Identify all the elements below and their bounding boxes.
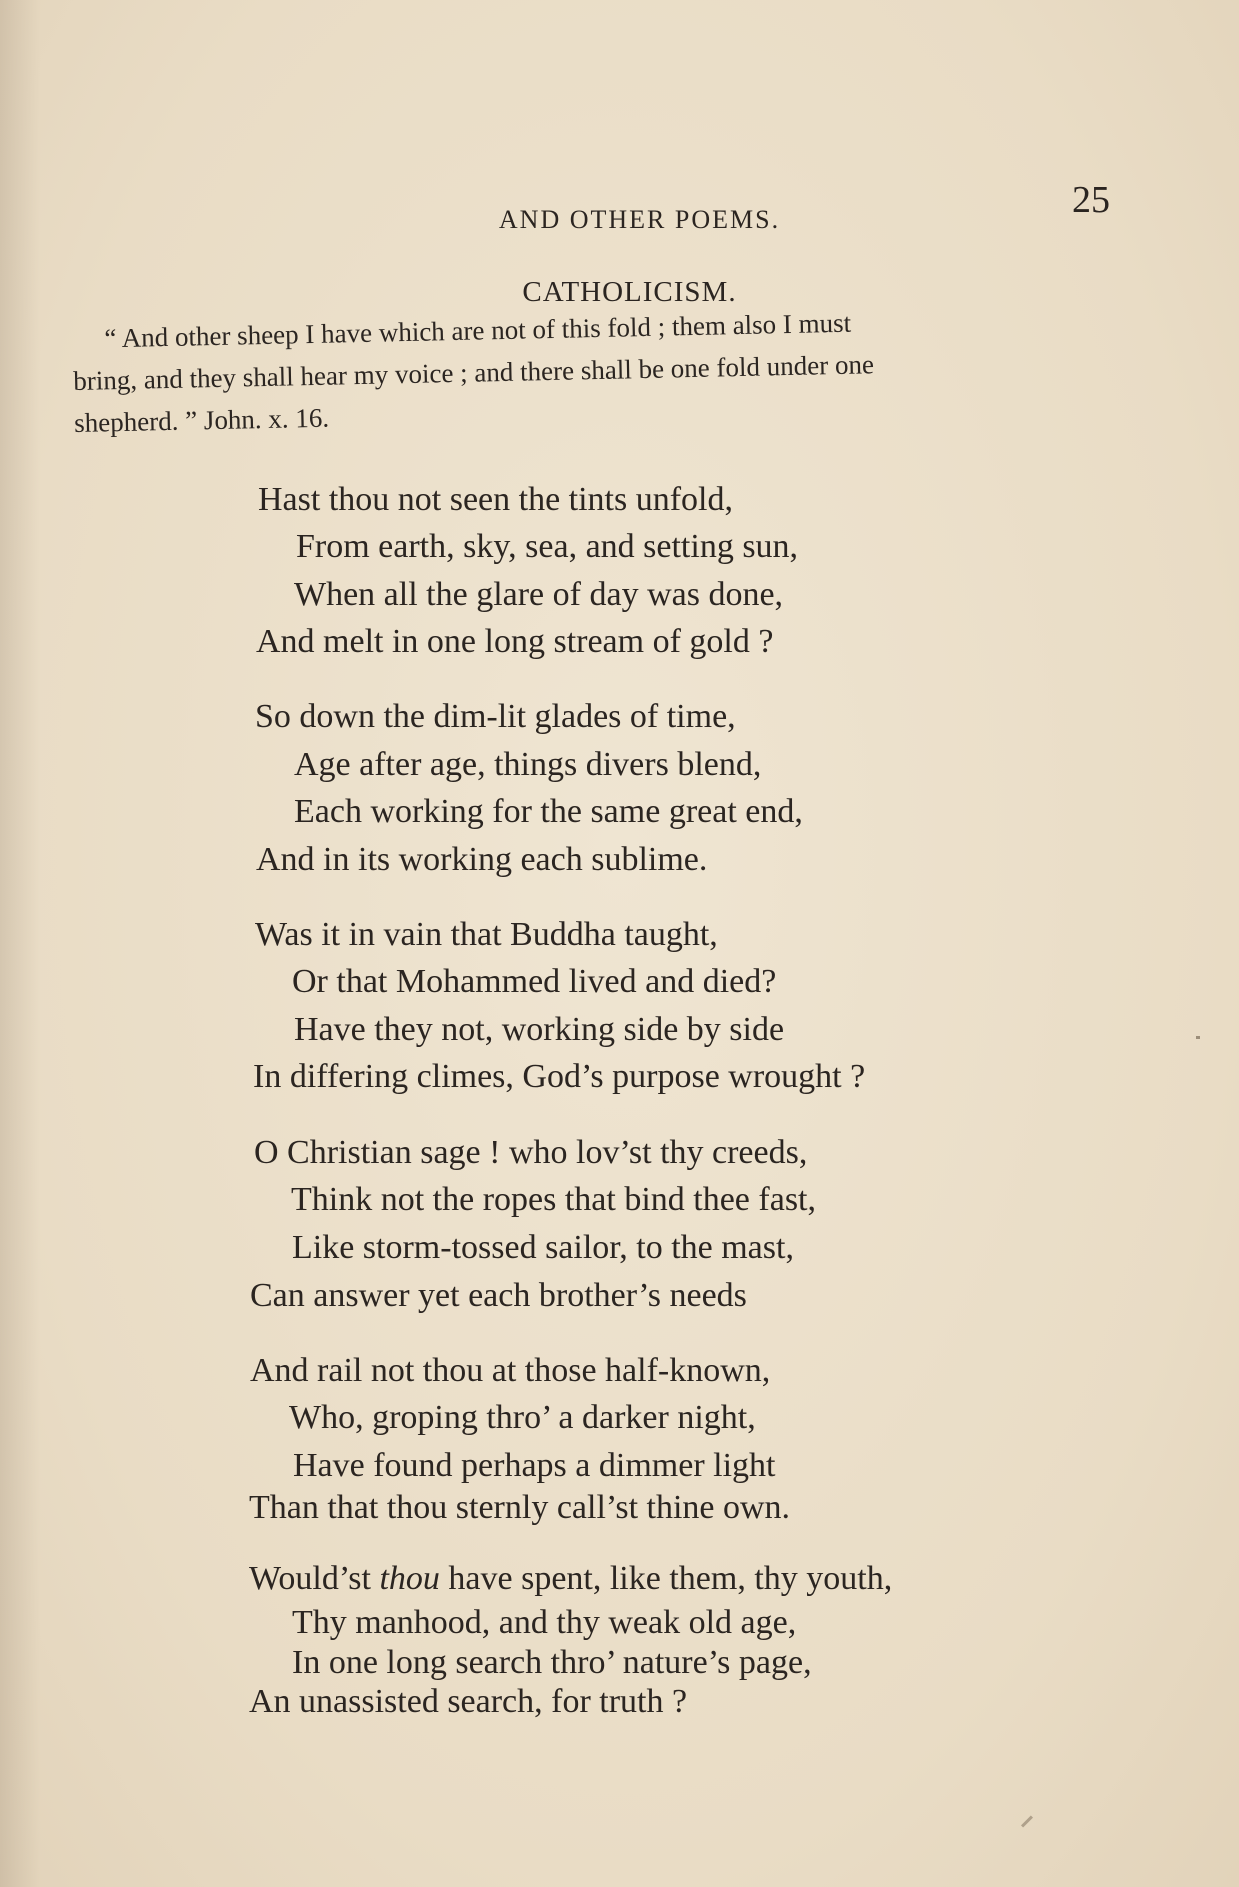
poem-line: Thy manhood, and thy weak old age, [292,1604,797,1641]
poem-line: Have they not, working side by side [294,1011,785,1048]
poem-line: From earth, sky, sea, and setting sun, [296,528,799,565]
emphasis-text: thou [379,1560,440,1597]
poem-line: And melt in one long stream of gold ? [256,623,774,660]
poem-title: CATHOLICISM. [522,276,737,308]
poem-line: Think not the ropes that bind thee fast, [291,1181,816,1218]
poem-line-text: Would’st [249,1560,380,1597]
paper-speck [1196,1036,1200,1039]
poem-line: Or that Mohammed lived and died? [292,963,777,1000]
poem-line: An unassisted search, for truth ? [249,1683,688,1720]
poem-line: In differing climes, God’s purpose wrought ? [253,1058,866,1095]
epigraph [72,296,1124,444]
poem-line: Each working for the same great end, [294,793,803,830]
poem-line: Was it in vain that Buddha taught, [255,916,718,953]
poem-line: O Christian sage ! who lov’st thy creeds, [254,1134,808,1171]
poem-line: Than that thou sternly call’st thine own. [249,1489,791,1526]
page-number: 25 [1072,179,1110,221]
running-head: AND OTHER POEMS. [498,205,781,234]
poem-line: In one long search thro’ nature’s page, [292,1644,812,1681]
poem-line: Who, groping thro’ a darker night, [289,1399,756,1436]
paper-blemish [1021,1815,1033,1827]
epigraph-line: “ And other sheep I have which are not of this fold ; them also I must [104,307,852,354]
poem-line: And rail not thou at those half-known, [250,1352,771,1389]
poem-line: So down the dim-lit glades of time, [255,698,736,735]
epigraph-line: bring, and they shall hear my voice ; and there shall be one fold under one [73,349,875,396]
poem-line [249,1559,892,1599]
poem-line: When all the glare of day was done, [294,576,784,613]
poem-line-text: have spent, like them, thy youth, [439,1560,893,1597]
poem-line: Hast thou not seen the tints unfold, [258,481,734,518]
poem-line: And in its working each sublime. [256,841,708,878]
poem-line: Age after age, things divers blend, [294,746,762,783]
epigraph-line: shepherd. ” John. x. 16. [73,402,330,438]
poem-line: Like storm-tossed sailor, to the mast, [292,1229,794,1266]
poem-line: Have found perhaps a dimmer light [293,1447,776,1484]
poem-line: Can answer yet each brother’s needs [250,1277,747,1314]
